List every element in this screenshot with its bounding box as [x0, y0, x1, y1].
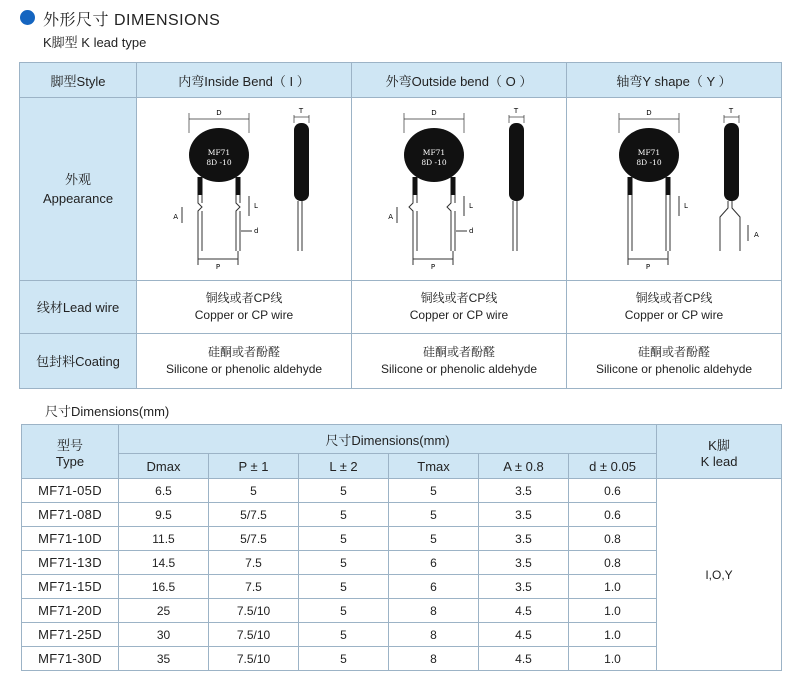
appearance-row	[20, 98, 782, 281]
coating-label: 包封料Coating	[20, 334, 137, 389]
lead-wire-outside: 铜线或者CP线 Copper or CP wire	[352, 281, 567, 334]
svg-text:d: d	[254, 227, 259, 235]
col-outside-bend: 外弯Outside bend（ O ）	[352, 63, 567, 98]
svg-text:P: P	[215, 263, 221, 271]
svg-text:d: d	[469, 227, 474, 235]
lead-wire-inside: 铜线或者CP线 Copper or CP wire	[137, 281, 352, 334]
title-bullet-icon	[20, 10, 35, 25]
svg-text:8D -10: 8D -10	[636, 158, 662, 167]
coating-row	[20, 334, 782, 389]
dimensions-table	[21, 424, 782, 671]
svg-text:8D -10: 8D -10	[206, 158, 232, 167]
svg-text:P: P	[645, 263, 651, 271]
table-row: MF71-15D 16.5 7.5 5 6 3.5 1.0	[22, 575, 782, 599]
table-row: MF71-25D 30 7.5/10 5 8 4.5 1.0	[22, 623, 782, 647]
svg-text:P: P	[430, 263, 436, 271]
lead-wire-row	[20, 281, 782, 334]
page-title: 外形尺寸 DIMENSIONS	[43, 12, 221, 29]
inside-bend-diagram	[144, 103, 344, 275]
col-a: A ± 0.8	[479, 454, 569, 479]
coating-y: 硅酮或者酚醛 Silicone or phenolic aldehyde	[567, 334, 782, 389]
col-d: d ± 0.05	[569, 454, 657, 479]
svg-text:T: T	[513, 107, 519, 115]
svg-text:A: A	[754, 231, 759, 239]
style-table	[19, 62, 782, 389]
outside-bend-diagram	[359, 103, 559, 275]
k-lead-value: I,O,Y	[657, 479, 782, 671]
table-row: MF71-13D 14.5 7.5 5 6 3.5 0.8	[22, 551, 782, 575]
col-p: P ± 1	[209, 454, 299, 479]
table-row: MF71-20D 25 7.5/10 5 8 4.5 1.0	[22, 599, 782, 623]
lead-wire-y: 铜线或者CP线 Copper or CP wire	[567, 281, 782, 334]
appearance-label: 外观 Appearance	[20, 98, 137, 281]
k-lead-header: K脚 K lead	[657, 425, 782, 479]
svg-text:A: A	[388, 213, 393, 221]
coating-outside: 硅酮或者酚醛 Silicone or phenolic aldehyde	[352, 334, 567, 389]
svg-text:MF71: MF71	[637, 148, 661, 157]
diagram-y-shape-cell	[567, 98, 782, 281]
svg-text:T: T	[728, 107, 734, 115]
style-row-label: 脚型Style	[20, 63, 137, 98]
table-row: MF71-05D 6.5 5 5 5 3.5 0.6 I,O,Y	[22, 479, 782, 503]
svg-text:A: A	[173, 213, 178, 221]
dim-header-row-1	[22, 425, 782, 454]
svg-text:L: L	[684, 202, 688, 210]
type-header: 型号 Type	[22, 425, 119, 479]
diagram-outside-bend-cell	[352, 98, 567, 281]
dims-header: 尺寸Dimensions(mm)	[119, 425, 657, 454]
table-row: MF71-10D 11.5 5/7.5 5 5 3.5 0.8	[22, 527, 782, 551]
table-row: MF71-30D 35 7.5/10 5 8 4.5 1.0	[22, 647, 782, 671]
col-inside-bend: 内弯Inside Bend（ I ）	[137, 63, 352, 98]
svg-text:L: L	[469, 202, 473, 210]
svg-text:MF71: MF71	[422, 148, 446, 157]
col-l: L ± 2	[299, 454, 389, 479]
svg-text:MF71: MF71	[207, 148, 231, 157]
svg-text:8D -10: 8D -10	[421, 158, 447, 167]
svg-text:D: D	[431, 109, 437, 117]
col-dmax: Dmax	[119, 454, 209, 479]
page-subtitle: K脚型 K lead type	[43, 35, 147, 50]
dim-D-label: D	[216, 109, 222, 117]
diagram-inside-bend-cell	[137, 98, 352, 281]
dimensions-title: 尺寸Dimensions(mm)	[45, 404, 170, 419]
svg-text:T: T	[298, 107, 304, 115]
table-row: MF71-08D 9.5 5/7.5 5 5 3.5 0.6	[22, 503, 782, 527]
col-tmax: Tmax	[389, 454, 479, 479]
coating-inside: 硅酮或者酚醛 Silicone or phenolic aldehyde	[137, 334, 352, 389]
style-header-row	[20, 63, 782, 98]
col-y-shape: 轴弯Y shape（ Y ）	[567, 63, 782, 98]
svg-text:L: L	[254, 202, 258, 210]
y-shape-diagram	[574, 103, 774, 275]
lead-wire-label: 线材Lead wire	[20, 281, 137, 334]
svg-text:D: D	[646, 109, 652, 117]
